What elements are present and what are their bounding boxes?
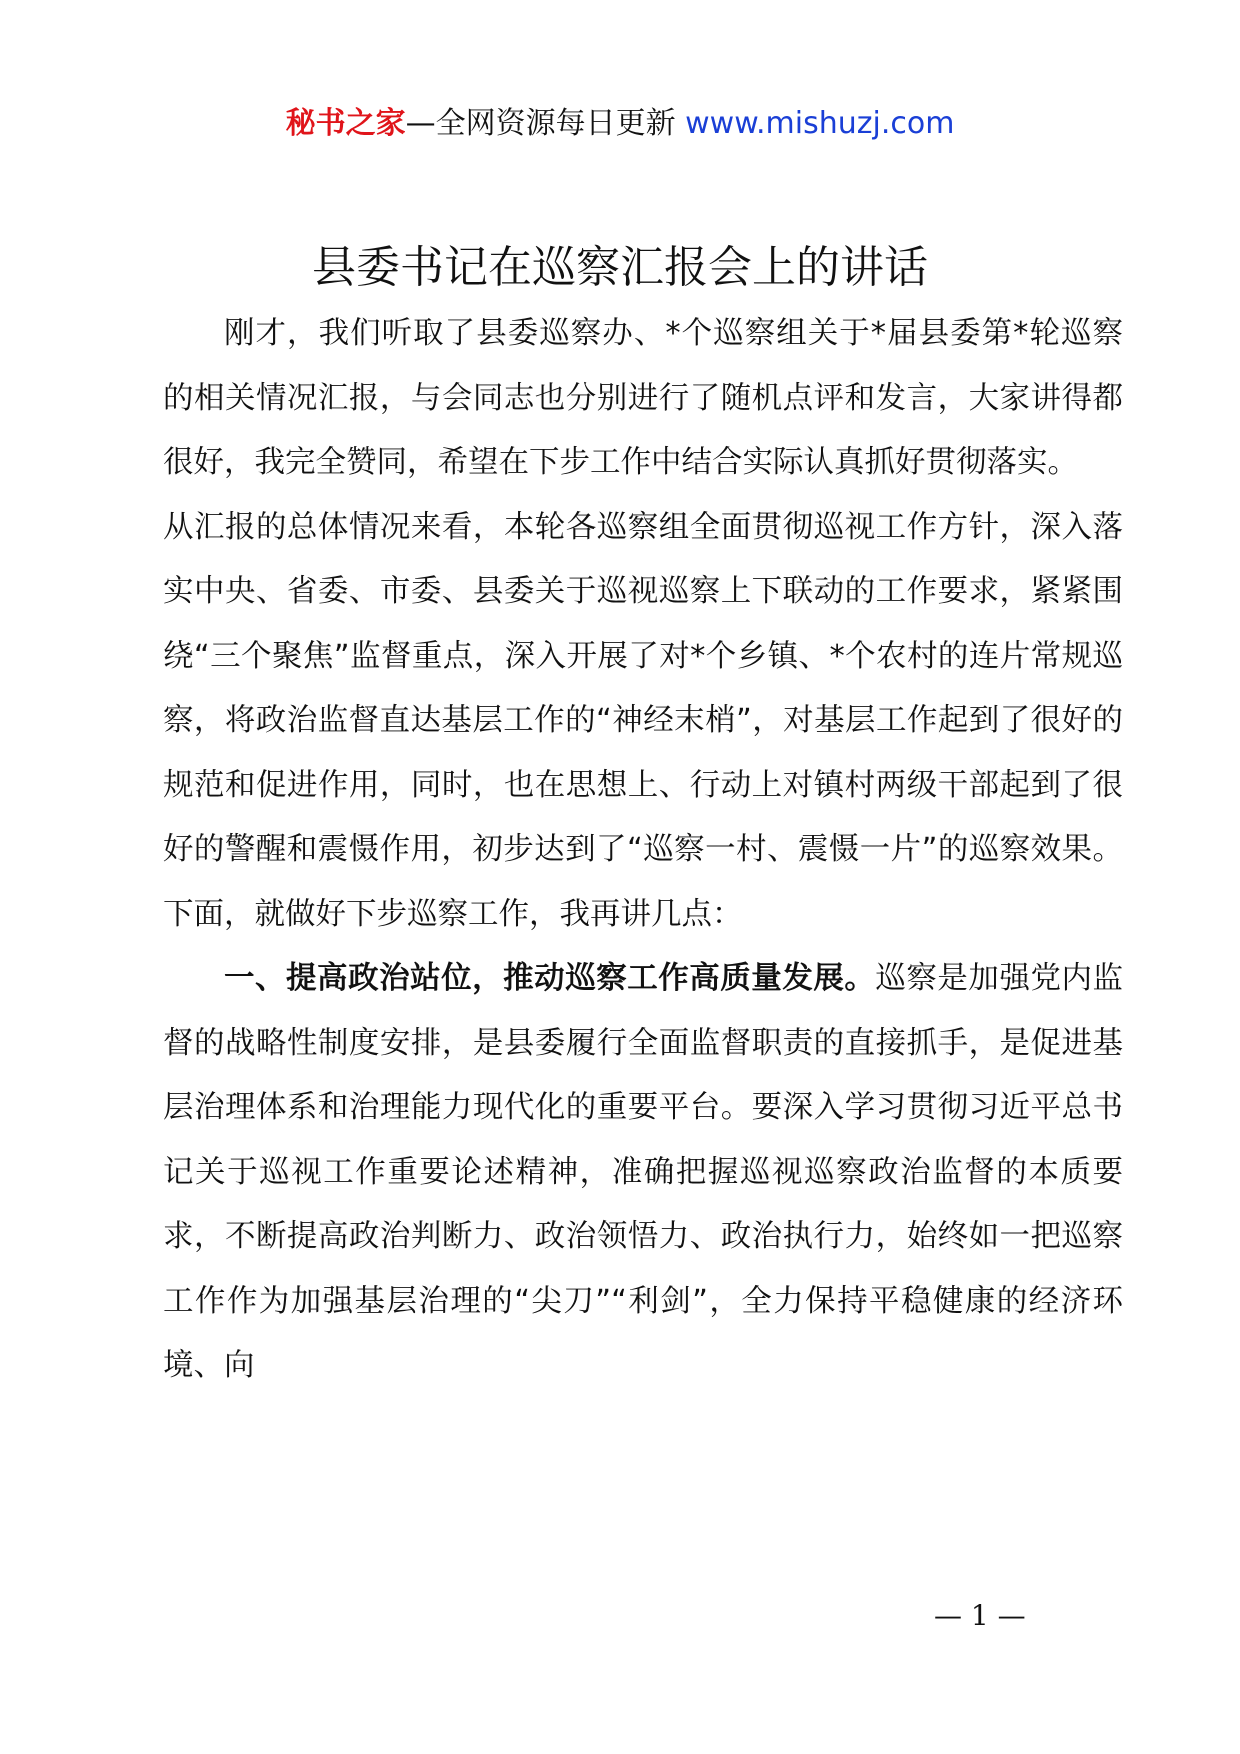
brand-name: 秘书之家 [285, 106, 406, 141]
document-body [163, 302, 1123, 1399]
site-header [0, 100, 1240, 148]
paragraph-overview: 从汇报的总体情况来看，本轮各巡察组全面贯彻巡视工作方针，深入落实中央、省委、市委、县委关于巡视巡察上下联动的工作要求，紧紧围绕“三个聚焦”监督重点，深入开展了对*个乡镇、*个农村的连片常规巡察，将政治监督直达基层工作的“神经末梢”，对基层工作起到了很好的规范和促进作用，同时，也在思想上、行动上对镇村两级干部起到了很好的警醒和震慑作用，初步达到了“巡察一村、震慑一片”的巡察效果。下面，就做好下步巡察工作，我再讲几点： [163, 509, 1123, 932]
header-url-link[interactable]: www.mishuzj.com [685, 106, 955, 141]
paragraph-point-one [163, 947, 1123, 1399]
paragraph-point-one-body: 巡察是加强党内监督的战略性制度安排，是县委履行全面监督职责的直接抓手，是促进基层治理体系和治理能力现代化的重要平台。要深入学习贯彻习近平总书记关于巡视工作重要论述精神，准确把握巡视巡察政治监督的本质要求，不断提高政治判断力、政治领悟力、政治执行力，始终如一把巡察工作作为加强基层治理的“尖刀”“利剑”，全力保持平稳健康的经济环境、向 [163, 961, 1123, 1383]
section-heading-one: 一、提高政治站位，推动巡察工作高质量发展。 [224, 961, 876, 996]
document-title: 县委书记在巡察汇报会上的讲话 [312, 242, 928, 293]
paragraph-opening: 刚才，我们听取了县委巡察办、*个巡察组关于*届县委第*轮巡察的相关情况汇报，与会同志也分别进行了随机点评和发言，大家讲得都很好，我完全赞同，希望在下步工作中结合实际认真抓好贯彻落实。 [163, 316, 1123, 480]
header-tagline: —全网资源每日更新 [405, 106, 686, 141]
page-number: — 1 — [934, 1599, 1026, 1632]
